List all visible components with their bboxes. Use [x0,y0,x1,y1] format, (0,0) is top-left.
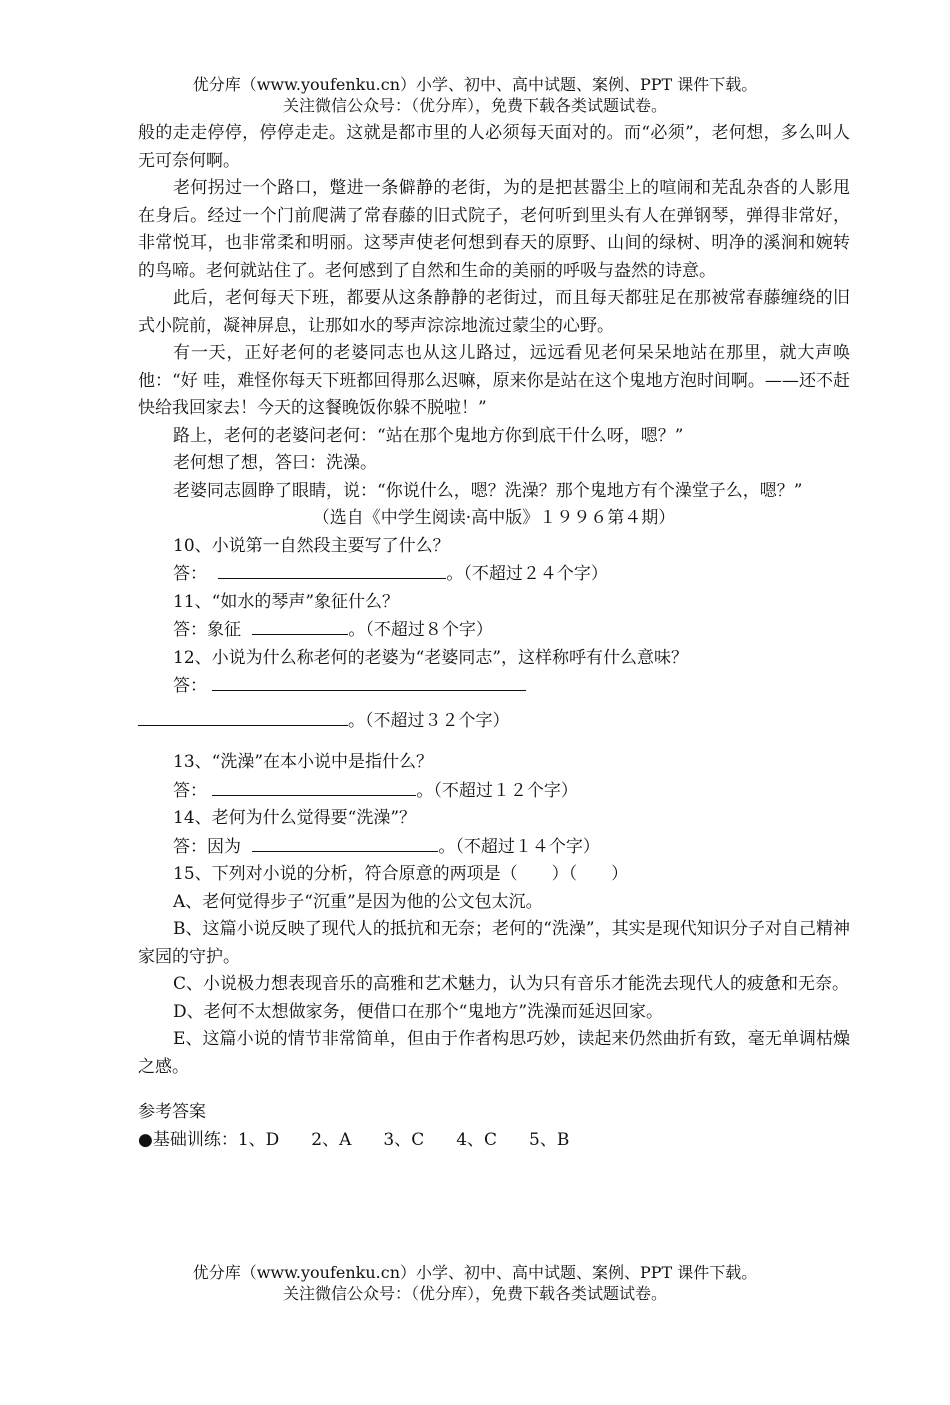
main-content [138,120,850,1154]
answer-item: 1、D [237,1129,280,1150]
header-line-1: 优分库（www.youfenku.cn）小学、初中、高中试题、案例、PPT 课件下载。 [192,75,758,94]
story-source: （选自《中学生阅读·高中版》１９９６第４期） [312,508,676,528]
answer-item: 5、B [529,1129,570,1150]
answers-label: ●基础训练： [138,1129,238,1150]
question-10: 10、小说第一自然段主要写了什么？ [173,535,450,556]
answer-prefix: 答：象征 [173,620,241,640]
answer-suffix: 。（不超过８个字） [348,620,493,640]
answer-prefix: 答： [173,780,207,801]
answer-suffix: 。（不超过２４个字） [446,564,608,584]
question-13: 13、“洗澡”在本小说中是指什么？ [173,752,434,772]
answer-prefix: 答： [173,676,207,696]
story-paragraph-4: 有一天，正好老何的老婆同志也从这儿路过，远远看见老何呆呆地站在那里，就大声唤他：“好 哇，难怪你每天下班都回得那么迟嘛，原来你是站在这个鬼地方泡时间啊。——还不赶快给我回家去！今天的这餐晚饭你躲不脱啦！” [138,343,850,418]
answer-prefix: 答： [173,564,207,584]
option-e: E、这篇小说的情节非常简单，但由于作者构思巧妙，读起来仍然曲折有致，毫无单调枯燥之感。 [138,1029,850,1077]
answer-suffix: 。（不超过１４个字） [438,836,600,857]
story-paragraph-7: 老婆同志圆睁了眼睛，说：“你说什么，嗯？洗澡？那个鬼地方有个澡堂子么，嗯？” [173,480,803,501]
answer-item: 2、A [311,1129,352,1150]
answer-line-13 [138,777,850,806]
question-14: 14、老何为什么觉得要“洗澡”？ [173,808,417,828]
spacer [138,735,850,749]
answers-title: 参考答案 [138,1102,206,1122]
answer-line-12-continued [138,707,850,736]
answer-item: 4、C [456,1129,498,1150]
answer-blank[interactable] [252,616,348,635]
answer-blank[interactable] [212,777,416,796]
story-paragraph-5: 路上，老何的老婆问老何：“站在那个鬼地方你到底干什么呀，嗯？” [173,425,684,446]
option-b: B、这篇小说反映了现代人的抵抗和无奈；老何的“洗澡”，其实是现代知识分子对自己精神家园的守护。 [138,919,850,967]
option-a: A、老何觉得步子“沉重”是因为他的公文包太沉。 [173,891,543,912]
answer-suffix: 。（不超过１２个字） [416,780,578,801]
story-paragraph-2: 老何拐过一个路口，蹩进一条僻静的老街，为的是把甚嚣尘上的喧闹和芜乱杂沓的人影甩在身后。经过一个门前爬满了常春藤的旧式院子，老何听到里头有人在弹钢琴，弹得非常好，非常悦耳，也非常柔和明丽。这琴声使老何想到春天的原野、山间的绿树、明净的溪涧和婉转的鸟啼。老何就站住了。老何感到了自然和生命的美丽的呼吸与盎然的诗意。 [138,178,850,281]
page-footer [0,1262,950,1304]
header-line-2: 关注微信公众号：（优分库），免费下载各类试题试卷。 [282,96,667,115]
option-c: C、小说极力想表现音乐的高雅和艺术魅力，认为只有音乐才能洗去现代人的疲惫和无奈。 [173,974,850,994]
question-15: 15、下列对小说的分析，符合原意的两项是（ ）（ ） [173,864,629,884]
answer-line-12 [138,672,850,701]
answer-blank[interactable] [252,833,438,852]
answer-blank[interactable] [138,707,348,726]
story-paragraph-1: 般的走走停停，停停走走。这就是都市里的人必须每天面对的。而“必须”，老何想，多么叫人无可奈何啊。 [138,123,850,171]
spacer [138,1081,850,1099]
answer-blank[interactable] [218,560,446,579]
footer-line-2: 关注微信公众号：（优分库），免费下载各类试题试卷。 [282,1284,667,1303]
page-header [0,74,950,116]
question-11: 11、“如水的琴声”象征什么？ [173,591,400,612]
story-paragraph-6: 老何想了想，答曰：洗澡。 [173,453,377,473]
answers-line [138,1127,850,1155]
answer-suffix: 。（不超过３２个字） [348,710,510,731]
answer-line-10 [138,560,850,589]
answer-item: 3、C [383,1129,425,1150]
answer-line-14 [138,833,850,862]
answer-line-11 [138,616,850,645]
option-d: D、老何不太想做家务，便借口在那个“鬼地方”洗澡而延迟回家。 [173,1001,664,1022]
question-12: 12、小说为什么称老何的老婆为“老婆同志”，这样称呼有什么意味？ [173,647,689,668]
answer-prefix: 答：因为 [173,836,241,857]
answer-blank[interactable] [212,672,526,691]
story-paragraph-3: 此后，老何每天下班，都要从这条静静的老街过，而且每天都驻足在那被常春藤缠绕的旧式小院前，凝神屏息，让那如水的琴声淙淙地流过蒙尘的心野。 [138,288,850,336]
footer-line-1: 优分库（www.youfenku.cn）小学、初中、高中试题、案例、PPT 课件下载。 [192,1263,758,1282]
